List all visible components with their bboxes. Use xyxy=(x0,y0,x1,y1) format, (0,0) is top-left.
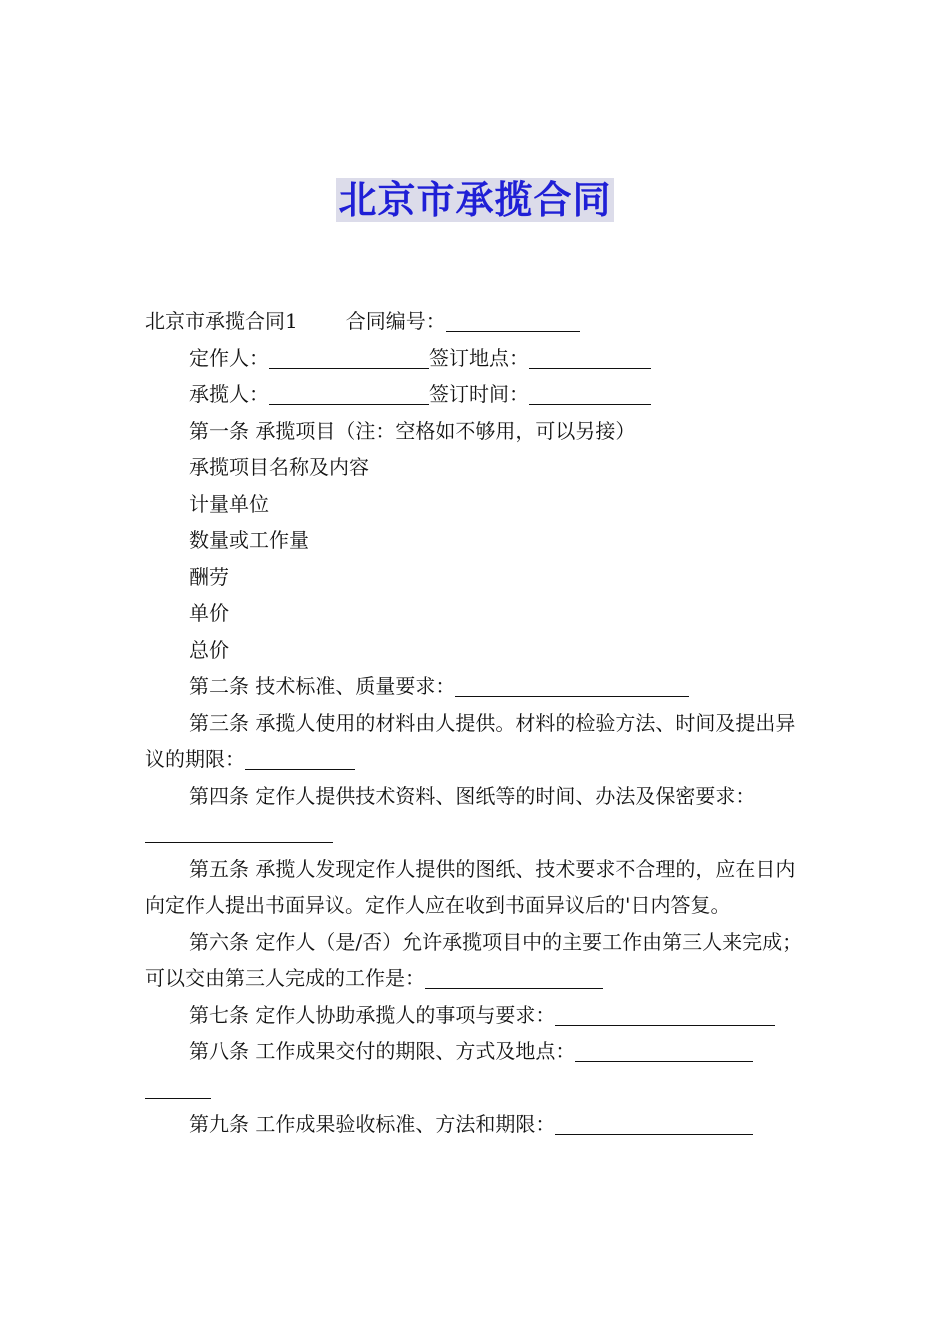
document-title: 北京市承揽合同 xyxy=(338,178,612,222)
article-7 xyxy=(145,997,815,1034)
article-7-text: 第七条 定作人协助承揽人的事项与要求： xyxy=(189,1002,556,1027)
article-6 xyxy=(145,924,815,997)
article-6-text: 第六条 定作人（是/否）允许承揽项目中的主要工作由第三人来完成；可以交由第三人完成的工作是： xyxy=(145,929,803,990)
item-name-content: 承揽项目名称及内容 xyxy=(189,455,369,479)
article-3-blank xyxy=(245,747,355,770)
article-8-blank-a xyxy=(575,1039,753,1062)
article-9-text: 第九条 工作成果验收标准、方法和期限： xyxy=(189,1112,556,1136)
article-4-blank xyxy=(145,820,333,843)
article-2-blank xyxy=(455,674,689,697)
article-3-text: 第三条 承揽人使用的材料由人提供。材料的检验方法、时间及提出异议的期限： xyxy=(145,710,796,771)
contract-number-line xyxy=(145,303,815,340)
article-9 xyxy=(145,1106,815,1143)
article-9-blank xyxy=(555,1112,753,1135)
article-7-blank-b xyxy=(753,1003,775,1026)
item-remuneration: 酬劳 xyxy=(189,564,229,589)
item-unit: 计量单位 xyxy=(189,491,269,516)
article-8-blank-b xyxy=(145,1076,211,1099)
contractor-line xyxy=(145,376,815,413)
sign-place-blank xyxy=(529,346,651,369)
article-6-blank xyxy=(425,966,603,989)
orderer-line xyxy=(145,340,815,377)
article-4 xyxy=(145,778,815,851)
item-unit-price: 单价 xyxy=(189,601,229,625)
article-2-text: 第二条 技术标准、质量要求： xyxy=(189,674,456,698)
article-8 xyxy=(145,1033,815,1106)
contract-number-blank xyxy=(446,309,580,332)
item-quantity: 数量或工作量 xyxy=(189,528,309,552)
document-body xyxy=(145,303,815,1143)
item-total-price: 总价 xyxy=(189,637,229,662)
sign-time-label: 签订时间： xyxy=(429,382,529,406)
article-5: 第五条 承揽人发现定作人提供的图纸、技术要求不合理的，应在日内向定作人提出书面异议。定作人应在收到书面异议后的'日内答复。 xyxy=(145,856,796,917)
contract-number-label: 合同编号： xyxy=(345,309,446,333)
article-4-text: 第四条 定作人提供技术资料、图纸等的时间、办法及保密要求： xyxy=(189,783,756,808)
article-2 xyxy=(145,668,815,705)
contractor-blank xyxy=(269,382,429,405)
sign-time-blank xyxy=(529,382,651,405)
title-container xyxy=(0,178,950,222)
orderer-label: 定作人： xyxy=(189,345,269,370)
article-8-text: 第八条 工作成果交付的期限、方式及地点： xyxy=(189,1039,576,1063)
contractor-label: 承揽人： xyxy=(189,382,269,406)
article-7-blank-a xyxy=(555,1003,753,1026)
sign-place-label: 签订地点： xyxy=(429,345,529,370)
orderer-blank xyxy=(269,346,429,369)
contract-name-text: 北京市承揽合同1 xyxy=(145,309,298,333)
article-1: 第一条 承揽项目（注：空格如不够用，可以另接） xyxy=(189,418,636,443)
article-3 xyxy=(145,705,815,778)
